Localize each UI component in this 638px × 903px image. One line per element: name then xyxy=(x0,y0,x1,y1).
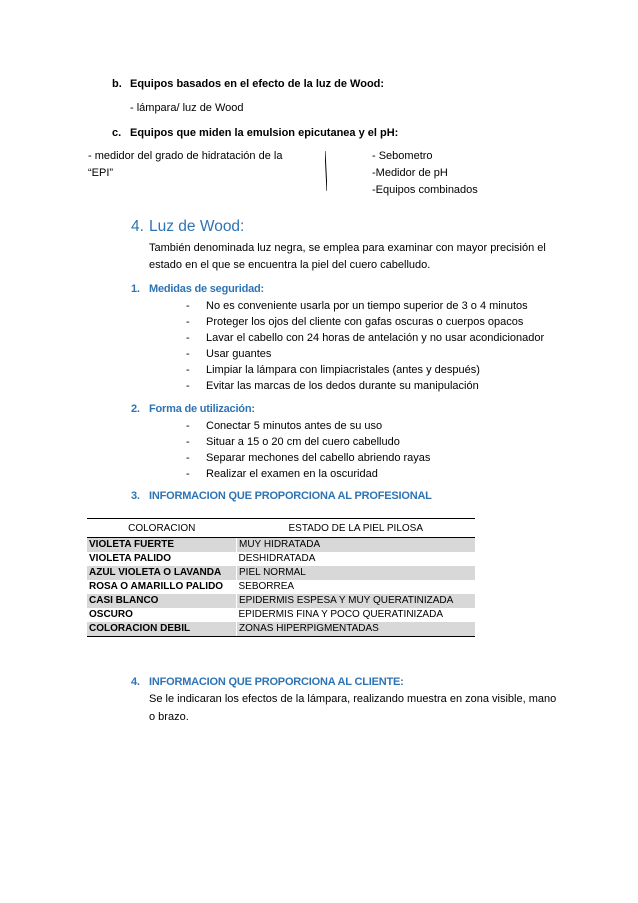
section-c-heading: Equipos que miden la emulsion epicutanea y el pH: xyxy=(130,127,399,139)
bullet-dash: - xyxy=(186,300,190,312)
table-row xyxy=(87,622,475,637)
forma-title: Forma de utilización: xyxy=(149,403,255,415)
table-row xyxy=(87,580,475,594)
section-c-right-item: -Equipos combinados xyxy=(372,184,478,196)
section-c-left-line1: - medidor del grado de hidratación de la xyxy=(88,150,283,162)
section4-number: 4. xyxy=(131,218,144,235)
table-row xyxy=(87,552,475,566)
table-row xyxy=(87,594,475,608)
bullet-dash: - xyxy=(186,452,190,464)
table-cell-coloracion: ROSA O AMARILLO PALIDO xyxy=(89,581,224,592)
section-c-right-item: - Sebometro xyxy=(372,150,433,162)
table-cell-coloracion: VIOLETA FUERTE xyxy=(87,538,237,553)
column-divider xyxy=(325,151,327,191)
table-row xyxy=(87,566,475,580)
section-b-heading: Equipos basados en el efecto de la luz de Wood: xyxy=(130,78,385,90)
list-item-text: Lavar el cabello con 24 horas de antelación y no usar acondicionador xyxy=(206,332,545,344)
list-item-text: No es conveniente usarla por un tiempo superior de 3 o 4 minutos xyxy=(206,300,528,312)
coloration-table xyxy=(87,518,475,637)
table-cell-estado: EPIDERMIS FINA Y POCO QUERATINIZADA xyxy=(238,609,443,620)
bullet-dash: - xyxy=(186,380,190,392)
bullet-dash: - xyxy=(186,436,190,448)
section-c-marker: c. xyxy=(112,127,122,139)
bullet-dash: - xyxy=(186,364,190,376)
info-cliente-title: INFORMACION QUE PROPORCIONA AL CLIENTE: xyxy=(149,676,404,688)
table-header-estado: ESTADO DE LA PIEL PILOSA xyxy=(237,519,476,538)
list-item-text: Proteger los ojos del cliente con gafas oscuras o cuerpos opacos xyxy=(206,316,524,328)
info-cliente-text-line2: o brazo. xyxy=(149,711,189,723)
table-cell-estado: MUY HIDRATADA xyxy=(237,538,476,553)
table-cell-coloracion: AZUL VIOLETA O LAVANDA xyxy=(87,566,237,580)
section-c-right-item: -Medidor de pH xyxy=(372,167,448,179)
table-row xyxy=(87,538,475,553)
table-cell-estado: SEBORREA xyxy=(238,581,295,592)
table-cell-coloracion: CASI BLANCO xyxy=(87,594,237,608)
section-b-marker: b. xyxy=(112,78,122,90)
table-row xyxy=(87,608,475,622)
table-cell-estado: DESHIDRATADA xyxy=(238,553,316,564)
section4-intro-line2: estado en el que se encuentra la piel del cuero cabelludo. xyxy=(149,259,431,271)
bullet-dash: - xyxy=(186,420,190,432)
list-item-text: Limpiar la lámpara con limpiacristales (antes y después) xyxy=(206,364,480,376)
info-cliente-text-line1: Se le indicaran los efectos de la lámpara, realizando muestra en zona visible, mano xyxy=(149,693,557,705)
section-b-item: - lámpara/ luz de Wood xyxy=(130,102,244,114)
info-cliente-number: 4. xyxy=(131,676,140,688)
list-item-text: Situar a 15 o 20 cm del cuero cabelludo xyxy=(206,436,400,448)
bullet-dash: - xyxy=(186,348,190,360)
list-item-text: Realizar el examen en la oscuridad xyxy=(206,468,378,480)
medidas-number: 1. xyxy=(131,283,140,295)
section4-title: Luz de Wood: xyxy=(149,218,245,235)
table-header-row xyxy=(87,519,475,538)
medidas-title: Medidas de seguridad: xyxy=(149,283,264,295)
bullet-dash: - xyxy=(186,332,190,344)
table-cell-estado: EPIDERMIS ESPESA Y MUY QUERATINIZADA xyxy=(237,594,476,608)
table-header-coloracion: COLORACION xyxy=(87,519,237,538)
info-prof-title: INFORMACION QUE PROPORCIONA AL PROFESIONAL xyxy=(149,490,432,502)
bullet-dash: - xyxy=(186,316,190,328)
forma-number: 2. xyxy=(131,403,140,415)
list-item-text: Separar mechones del cabello abriendo rayas xyxy=(206,452,431,464)
table-cell-coloracion: COLORACION DEBIL xyxy=(87,622,237,637)
info-prof-number: 3. xyxy=(131,490,140,502)
list-item-text: Conectar 5 minutos antes de su uso xyxy=(206,420,383,432)
section-c-left-line2: “EPI” xyxy=(88,167,114,179)
bullet-dash: - xyxy=(186,468,190,480)
list-item-text: Usar guantes xyxy=(206,348,272,360)
list-item-text: Evitar las marcas de los dedos durante su manipulación xyxy=(206,380,479,392)
table-cell-estado: PIEL NORMAL xyxy=(237,566,476,580)
table-cell-estado: ZONAS HIPERPIGMENTADAS xyxy=(237,622,476,637)
table-cell-coloracion: OSCURO xyxy=(89,609,133,620)
table-cell-coloracion: VIOLETA PALIDO xyxy=(89,553,172,564)
section4-intro-line1: También denominada luz negra, se emplea para examinar con mayor precisión el xyxy=(149,242,546,254)
